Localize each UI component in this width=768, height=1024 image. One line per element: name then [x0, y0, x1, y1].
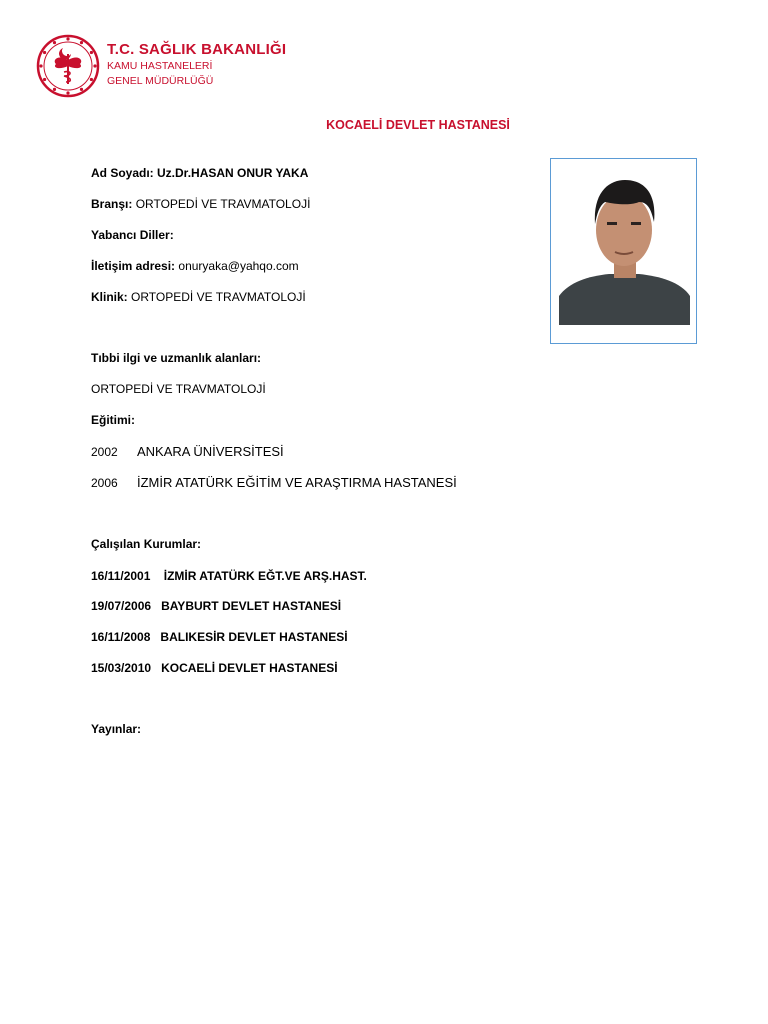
contact-email: onuryaka@yahqo.com	[178, 259, 299, 273]
education-school: İZMİR ATATÜRK EĞİTİM VE ARAŞTIRMA HASTANESİ	[137, 475, 457, 490]
education-year: 2002	[91, 445, 118, 459]
work-item	[91, 630, 348, 644]
work-date: 16/11/2001	[91, 569, 151, 583]
work-place: İZMİR ATATÜRK EĞT.VE ARŞ.HAST.	[163, 569, 367, 583]
publications-label: Yayınlar:	[91, 722, 142, 736]
work-date: 15/03/2010	[91, 661, 152, 675]
org-name: T.C. SAĞLIK BAKANLIĞI	[107, 41, 287, 58]
work-place: BAYBURT DEVLET HASTANESİ	[161, 599, 342, 613]
org-sub-line-2: GENEL MÜDÜRLÜĞÜ	[107, 75, 214, 87]
name-row	[91, 166, 308, 180]
portrait-photo-icon	[559, 164, 690, 325]
languages-row	[91, 228, 174, 242]
interests-value: ORTOPEDİ VE TRAVMATOLOJİ	[91, 382, 266, 396]
work-place: KOCAELİ DEVLET HASTANESİ	[161, 661, 338, 675]
languages-label: Yabancı Diller:	[91, 228, 174, 242]
org-sub-line-1: KAMU HASTANELERİ	[107, 60, 213, 72]
work-date: 19/07/2006	[91, 599, 152, 613]
ministry-logo-icon	[36, 34, 100, 98]
branch-value: ORTOPEDİ VE TRAVMATOLOJİ	[135, 197, 311, 211]
name-value: Uz.Dr.HASAN ONUR YAKA	[157, 166, 309, 180]
education-item	[91, 475, 457, 490]
education-item	[91, 444, 284, 459]
work-label: Çalışılan Kurumlar:	[91, 537, 202, 551]
ministry-name-block	[107, 41, 286, 88]
contact-row	[91, 259, 299, 273]
work-place: BALIKESİR DEVLET HASTANESİ	[160, 630, 348, 644]
clinic-row	[91, 290, 306, 304]
work-item	[91, 599, 341, 613]
clinic-value: ORTOPEDİ VE TRAVMATOLOJİ	[131, 290, 306, 304]
education-label: Eğitimi:	[91, 413, 135, 427]
education-school: ANKARA ÜNİVERSİTESİ	[137, 444, 284, 459]
work-item	[91, 569, 367, 583]
branch-label: Branşı:	[91, 197, 133, 211]
education-year: 2006	[91, 476, 118, 490]
branch-row	[91, 197, 310, 211]
document-title: KOCAELİ DEVLET HASTANESİ	[326, 118, 510, 132]
contact-label: İletişim adresi:	[91, 259, 176, 273]
clinic-label: Klinik:	[91, 290, 128, 304]
name-label: Ad Soyadı:	[91, 166, 154, 180]
work-date: 16/11/2008	[91, 630, 151, 644]
work-item	[91, 661, 338, 675]
interests-label: Tıbbi ilgi ve uzmanlık alanları:	[91, 351, 262, 365]
profile-photo	[550, 158, 697, 344]
